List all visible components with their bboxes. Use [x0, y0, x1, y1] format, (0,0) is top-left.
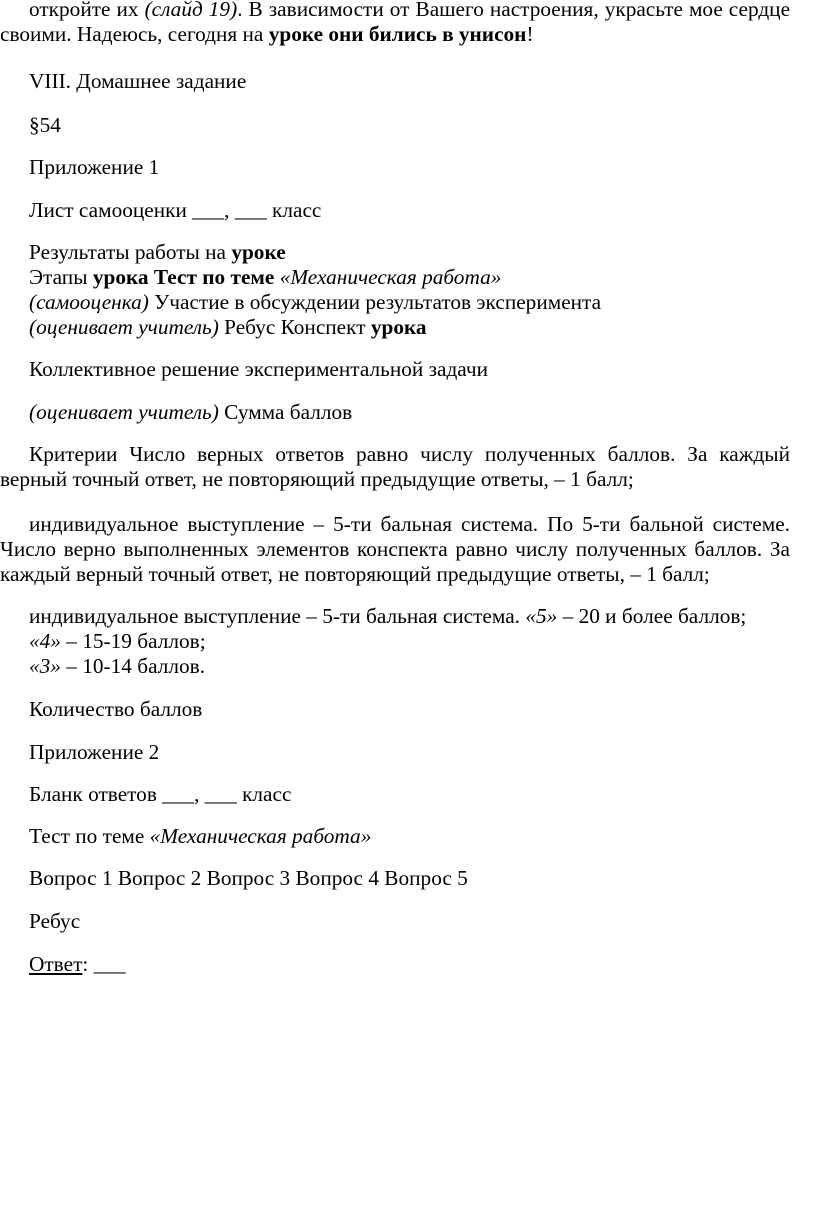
individual-paragraph-2: индивидуальное выступление – 5-ти бальная система. «5» – 20 и более баллов; «4» – 15-19 баллов; «3» – 10-14 баллов. — [29, 604, 747, 678]
collective-solution: Коллективное решение экспериментальной задачи — [29, 357, 489, 381]
test-topic: Тест по теме «Механическая работа» — [29, 824, 372, 848]
answer-blank: : ___ — [82, 952, 126, 976]
questions-line: Вопрос 1 Вопрос 2 Вопрос 3 Вопрос 4 Вопрос 5 — [29, 866, 468, 890]
appendix-1-title: Приложение 1 — [29, 155, 160, 179]
appendix-2-title: Приложение 2 — [29, 740, 160, 764]
answer-line — [0, 952, 790, 977]
paragraph-ref: §54 — [29, 113, 61, 137]
results-line: (оценивает учитель) Ребус Конспект урока — [29, 315, 427, 339]
intro-paragraph — [0, 0, 790, 47]
rebus-label: Ребус — [29, 909, 81, 933]
intro-bold: уроке они бились в унисон — [268, 22, 527, 46]
results-block — [0, 240, 790, 340]
criteria-paragraph: Критерии Число верных ответов равно числу полученных баллов. За каждый верный точный ответ, не повторяющий предыдущие ответы, – 1 балл; — [0, 442, 790, 491]
answer-form-title: Бланк ответов ___, ___ класс — [29, 782, 292, 806]
intro-text: ! — [526, 22, 534, 46]
intro-text: откройте их — [29, 0, 145, 21]
results-line: Результаты работы на уроке — [29, 240, 286, 264]
individual-paragraph-1: индивидуальное выступление – 5-ти бальная система. По 5-ти бальной системе. Число верно выполненных элементов конспекта равно числу полученных баллов. За каждый верный точный ответ, не повторяющий предыдущие ответы, – 1 балл; — [0, 512, 790, 586]
results-line: (самооценка) Участие в обсуждении результатов эксперимента — [29, 290, 602, 314]
points-count: Количество баллов — [29, 697, 203, 721]
self-eval-sheet-title: Лист самооценки ___, ___ класс — [29, 198, 322, 222]
homework-heading: VIII. Домашнее задание — [29, 69, 247, 93]
slide-ref: (слайд 19) — [144, 0, 238, 21]
teacher-sum: (оценивает учитель) Сумма баллов — [29, 400, 353, 424]
answer-label: Ответ — [29, 952, 83, 976]
intro-text: . В зависимости от Вашего настроения, украсьте мое сердце своими. Надеюсь, сегодня на — [0, 0, 791, 46]
results-line: Этапы урока Тест по теме «Механическая работа» — [29, 265, 502, 289]
